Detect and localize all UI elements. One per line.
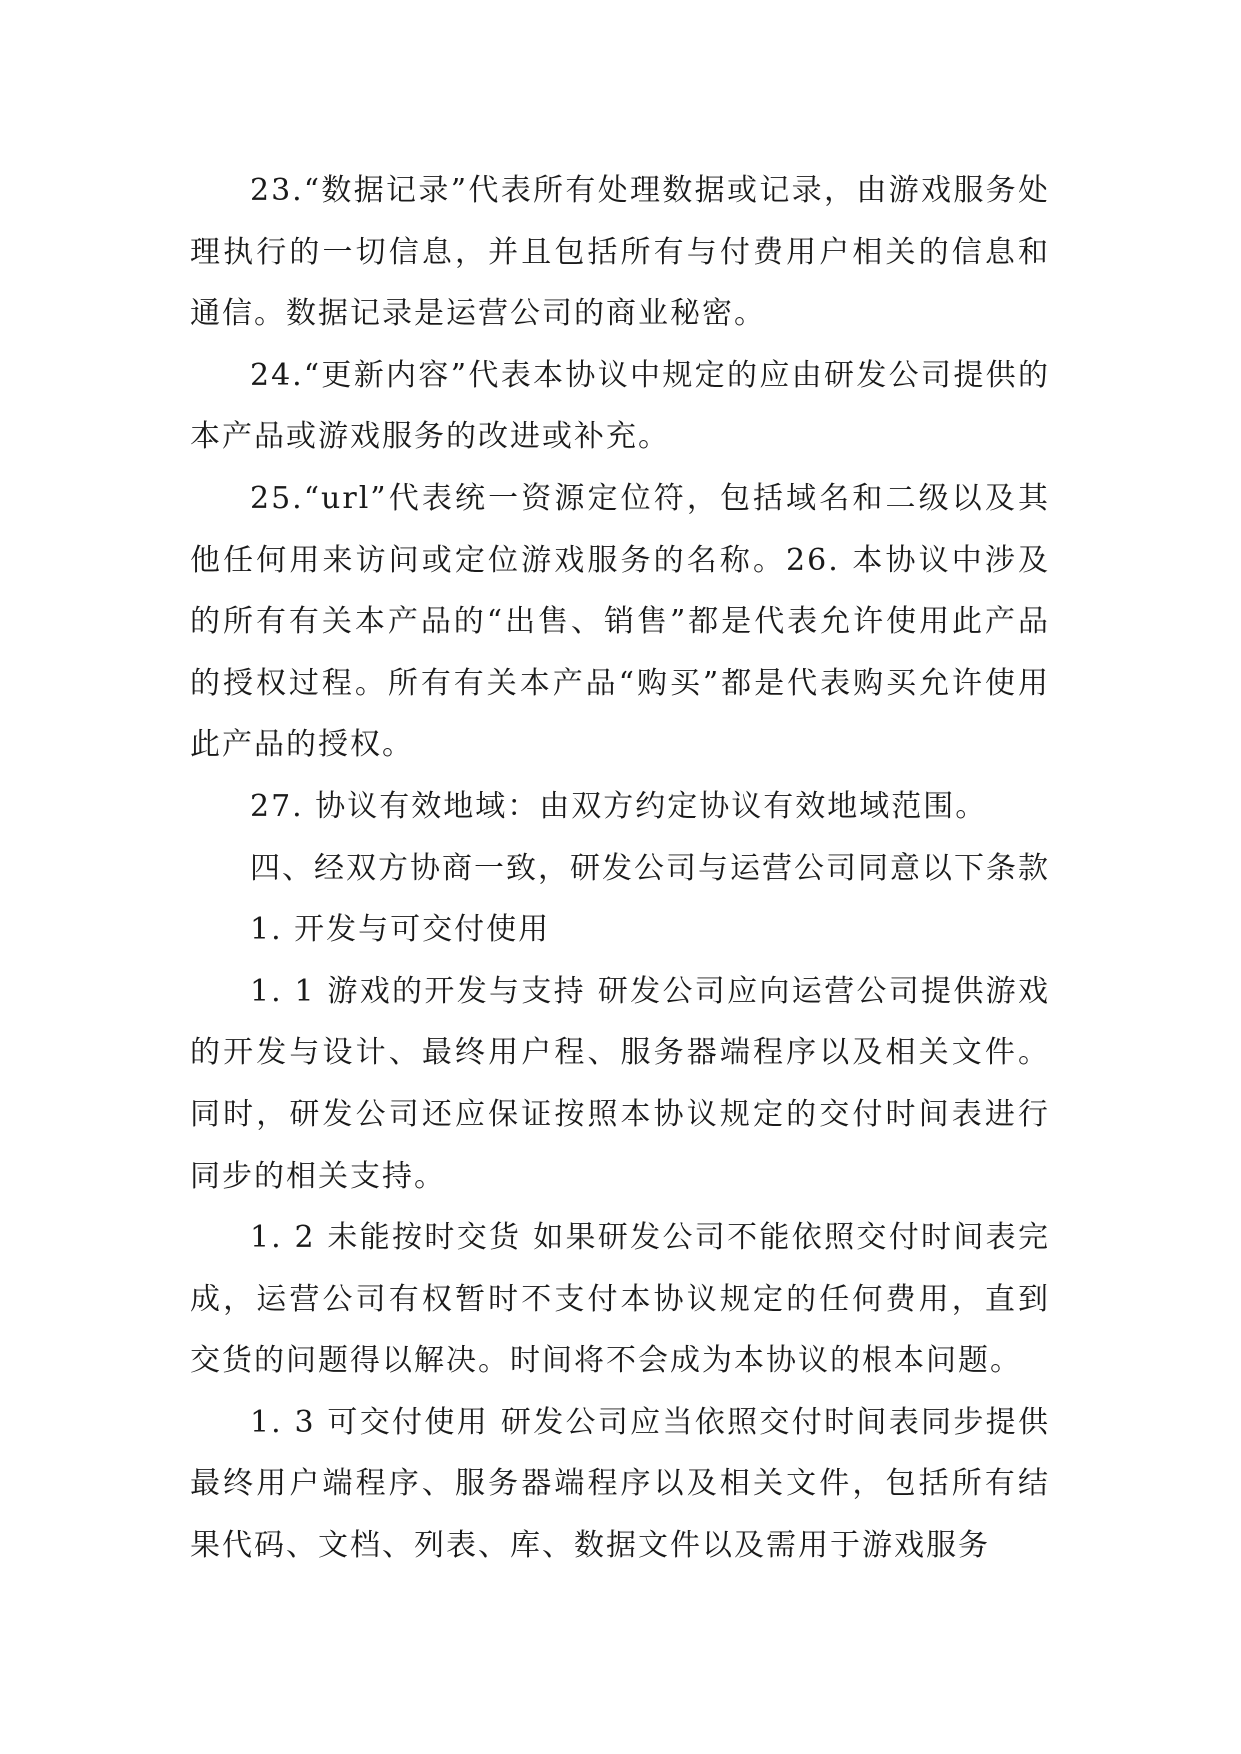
- document-body: [190, 160, 1050, 1577]
- paragraph-development-heading: 1. 开发与可交付使用: [250, 912, 551, 948]
- paragraph-section-four-heading: 四、经双方协商一致，研发公司与运营公司同意以下条款: [250, 850, 1050, 886]
- paragraph-data-record: 23.“数据记录”代表所有处理数据或记录，由游戏服务处理执行的一切信息，并且包括所有与付费用户相关的信息和通信。数据记录是运营公司的商业秘密。: [190, 173, 1050, 332]
- paragraph-clause-1-2: 1. 2 未能按时交货 如果研发公司不能依照交付时间表完成，运营公司有权暂时不支付本协议规定的任何费用，直到交货的问题得以解决。时间将不会成为本协议的根本问题。: [190, 1220, 1050, 1379]
- paragraph-url-definition: 25.“url”代表统一资源定位符，包括域名和二级以及其他任何用来访问或定位游戏服务的名称。26. 本协议中涉及的所有有关本产品的“出售、销售”都是代表允许使用此产品的授权过程。所有有关本产品“购买”都是代表购买允许使用此产品的授权。: [190, 480, 1050, 763]
- paragraph-update-content: 24.“更新内容”代表本协议中规定的应由研发公司提供的本产品或游戏服务的改进或补充。: [190, 357, 1050, 455]
- paragraph-effective-region: 27. 协议有效地域：由双方约定协议有效地域范围。: [250, 788, 988, 824]
- paragraph-clause-1-3: 1. 3 可交付使用 研发公司应当依照交付时间表同步提供最终用户端程序、服务器端程序以及相关文件，包括所有结果代码、文档、列表、库、数据文件以及需用于游戏服务: [190, 1404, 1050, 1564]
- paragraph-clause-1-1: 1. 1 游戏的开发与支持 研发公司应向运营公司提供游戏的开发与设计、最终用户程、服务器端程序以及相关文件。同时，研发公司还应保证按照本协议规定的交付时间表进行同步的相关支持。: [190, 973, 1050, 1194]
